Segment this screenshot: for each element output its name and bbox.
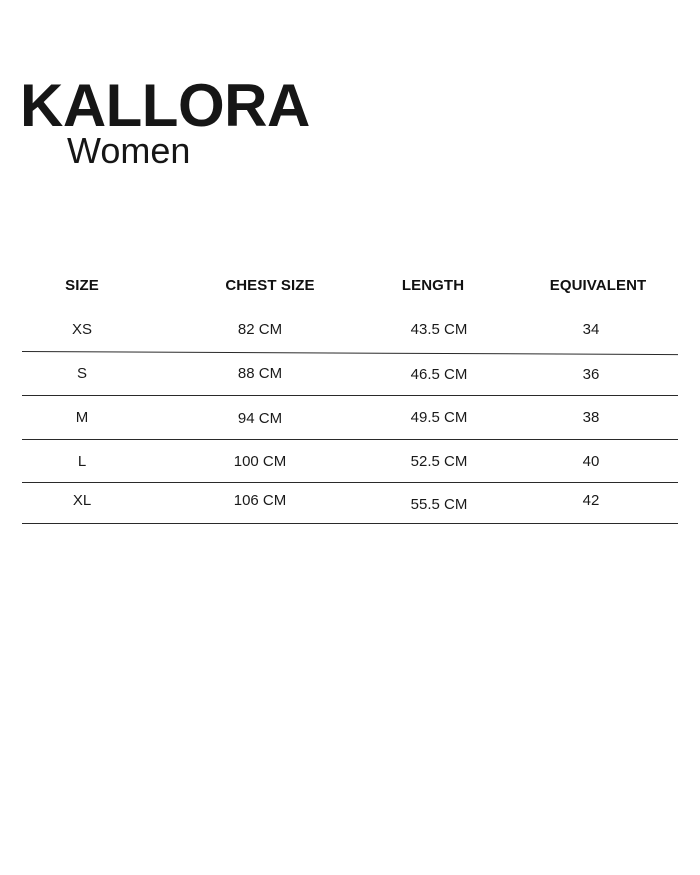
- equivalent-cell: 36: [582, 366, 600, 383]
- equivalent-cell: 42: [582, 492, 600, 509]
- category-subtitle: Women: [67, 130, 191, 171]
- length-cell: 55.5 CM: [410, 496, 468, 513]
- chest-size-cell: 94 CM: [237, 410, 283, 427]
- size-cell: XS: [71, 321, 93, 338]
- column-header-equivalent: EQUIVALENT: [549, 277, 647, 294]
- size-cell: L: [77, 453, 87, 470]
- size-cell: S: [76, 365, 88, 382]
- length-cell: 49.5 CM: [410, 409, 468, 426]
- row-divider: [22, 439, 678, 440]
- chest-size-cell: 106 CM: [233, 492, 287, 509]
- chest-size-cell: 100 CM: [233, 453, 287, 470]
- equivalent-cell: 34: [582, 321, 600, 338]
- chest-size-cell: 82 CM: [237, 321, 283, 338]
- column-header-chest-size: CHEST SIZE: [225, 277, 315, 294]
- chest-size-cell: 88 CM: [237, 365, 283, 382]
- row-divider: [22, 395, 678, 396]
- length-cell: 43.5 CM: [410, 321, 468, 338]
- column-header-size: SIZE: [65, 277, 99, 294]
- brand-title: KALLORA: [20, 72, 310, 139]
- column-header-length: LENGTH: [401, 277, 465, 294]
- length-cell: 46.5 CM: [410, 366, 468, 383]
- row-divider: [22, 351, 678, 355]
- table-bottom-rule: [22, 523, 678, 524]
- length-cell: 52.5 CM: [410, 453, 468, 470]
- row-divider: [22, 482, 678, 483]
- size-cell: XL: [72, 492, 92, 509]
- equivalent-cell: 40: [582, 453, 600, 470]
- size-cell: M: [75, 409, 89, 426]
- equivalent-cell: 38: [582, 409, 600, 426]
